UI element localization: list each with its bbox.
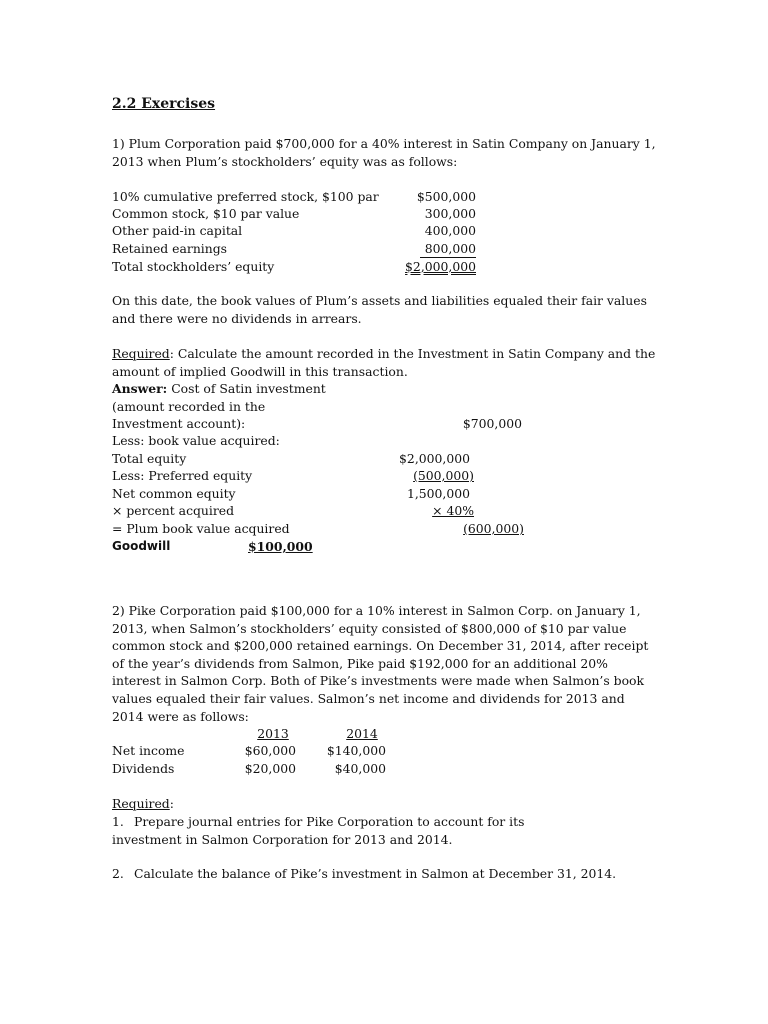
total-equity-value: $2,000,000 bbox=[399, 451, 470, 466]
exercise-1-intro: 1) Plum Corporation paid $700,000 for a 40% interest in Satin Company on January 1, 2013 when Plum’s stockholders’ equity was as follows: bbox=[112, 136, 656, 169]
exercise-2-required bbox=[112, 795, 174, 812]
exercise-1-required bbox=[112, 345, 657, 380]
answer-line-3: Investment account): bbox=[112, 416, 246, 431]
table-cell: $40,000 bbox=[334, 761, 386, 776]
equity-value: 300,000 bbox=[424, 206, 476, 221]
year-header: 2014 bbox=[346, 726, 378, 741]
required-label: Required bbox=[112, 796, 170, 811]
table-row-label: Dividends bbox=[112, 761, 175, 776]
net-common-value: 1,500,000 bbox=[406, 486, 470, 501]
answer-cost-value: $700,000 bbox=[462, 416, 522, 431]
requirement-1-text: Prepare journal entries for Pike Corporation to account for its investment in Salmon Corporation for 2013 and 2014. bbox=[112, 814, 525, 847]
exercise-1-note: On this date, the book values of Plum’s assets and liabilities equaled their fair values and there were no dividends in arrears. bbox=[112, 293, 647, 326]
required-label: Required bbox=[112, 346, 170, 361]
total-equity-label: Total equity bbox=[112, 451, 187, 466]
exercise-2-intro: 2) Pike Corporation paid $100,000 for a 10% interest in Salmon Corp. on January 1, 2013, when Salmon’s stockholders’ equity consisted of $800,000 of $10 par value common stock and $200,000 retained earnings. On December 31, 2014, after receipt of the year’s dividends from Salmon, Pike paid $192,000 for an additional 20% interest in Salmon Corp. Both of Pike’s investments were made when Salmon’s book values equaled their fair values. Salmon’s net income and dividends for 2013 and 2014 were as follows: bbox=[112, 603, 649, 724]
goodwill-value: $100,000 bbox=[248, 539, 313, 554]
table-row-label: Net income bbox=[112, 743, 185, 758]
percent-acquired-value: × 40% bbox=[432, 503, 474, 518]
answer-line-1: Cost of Satin investment bbox=[167, 381, 326, 396]
equity-value: 800,000 bbox=[420, 240, 476, 258]
table-cell: $140,000 bbox=[326, 743, 386, 758]
plum-book-value-value: (600,000) bbox=[463, 521, 524, 536]
equity-total-value: $2,000,000 bbox=[405, 259, 476, 274]
requirement-1-number: 1. bbox=[112, 814, 124, 829]
year-header: 2013 bbox=[257, 726, 289, 741]
equity-total-label: Total stockholders’ equity bbox=[112, 259, 275, 274]
less-book-value-label: Less: book value acquired: bbox=[112, 433, 280, 448]
answer-line bbox=[112, 380, 326, 397]
equity-label: Other paid-in capital bbox=[112, 223, 243, 238]
less-preferred-value: (500,000) bbox=[413, 468, 474, 483]
answer-line-2: (amount recorded in the bbox=[112, 399, 266, 414]
answer-label: Answer: bbox=[112, 381, 168, 396]
section-title: 2.2 Exercises bbox=[112, 96, 216, 112]
required-text: : Calculate the amount recorded in the Investment in Satin Company and the amount of implied Goodwill in this transaction. bbox=[112, 346, 656, 379]
equity-label: 10% cumulative preferred stock, $100 par bbox=[112, 189, 379, 204]
table-cell: $60,000 bbox=[244, 743, 296, 758]
equity-label: Common stock, $10 par value bbox=[112, 206, 300, 221]
equity-value: $500,000 bbox=[416, 189, 476, 204]
equity-label: Retained earnings bbox=[112, 241, 228, 256]
net-common-label: Net common equity bbox=[112, 486, 236, 501]
required-colon: : bbox=[169, 796, 174, 811]
table-cell: $20,000 bbox=[244, 761, 296, 776]
plum-book-value-label: = Plum book value acquired bbox=[112, 521, 290, 536]
equity-value: 400,000 bbox=[424, 223, 476, 238]
goodwill-label: Goodwill bbox=[112, 539, 171, 553]
requirement-2-text: Calculate the balance of Pike’s investment in Salmon at December 31, 2014. bbox=[134, 866, 617, 881]
less-preferred-label: Less: Preferred equity bbox=[112, 468, 253, 483]
percent-acquired-label: × percent acquired bbox=[112, 503, 235, 518]
requirement-2-number: 2. bbox=[112, 866, 124, 881]
